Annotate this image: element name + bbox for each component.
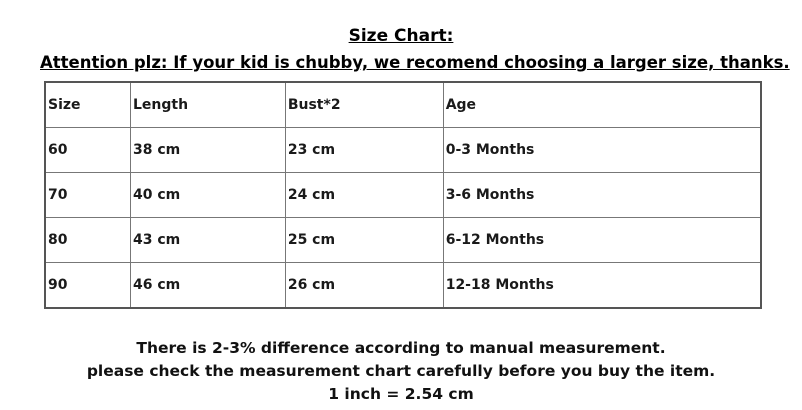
cell-age: 12-18 Months xyxy=(443,263,761,309)
header-age: Age xyxy=(443,82,761,128)
table-row xyxy=(45,218,761,263)
cell-size: 70 xyxy=(45,173,130,218)
cell-length: 40 cm xyxy=(130,173,285,218)
table-row xyxy=(45,128,761,173)
cell-age: 0-3 Months xyxy=(443,128,761,173)
cell-size: 80 xyxy=(45,218,130,263)
cell-age: 3-6 Months xyxy=(443,173,761,218)
header-bust: Bust*2 xyxy=(285,82,443,128)
note-difference: There is 2-3% difference according to manual measurement. xyxy=(136,339,666,357)
cell-bust: 25 cm xyxy=(285,218,443,263)
cell-size: 60 xyxy=(45,128,130,173)
attention-note: Attention plz: If your kid is chubby, we recomend choosing a larger size, thanks. xyxy=(40,53,790,72)
measurement-notes xyxy=(0,337,802,406)
cell-length: 38 cm xyxy=(130,128,285,173)
note-check-chart: please check the measurement chart carefully before you buy the item. xyxy=(86,362,716,380)
cell-length: 43 cm xyxy=(130,218,285,263)
page-title: Size Chart: xyxy=(348,26,454,46)
cell-bust: 24 cm xyxy=(285,173,443,218)
table-header-row xyxy=(45,82,761,128)
note-conversion: 1 inch = 2.54 cm xyxy=(328,385,474,403)
cell-size: 90 xyxy=(45,263,130,309)
header-length: Length xyxy=(130,82,285,128)
table-row xyxy=(45,173,761,218)
cell-age: 6-12 Months xyxy=(443,218,761,263)
cell-bust: 26 cm xyxy=(285,263,443,309)
table-row xyxy=(45,263,761,309)
cell-bust: 23 cm xyxy=(285,128,443,173)
cell-length: 46 cm xyxy=(130,263,285,309)
size-table xyxy=(44,81,762,309)
header-size: Size xyxy=(45,82,130,128)
